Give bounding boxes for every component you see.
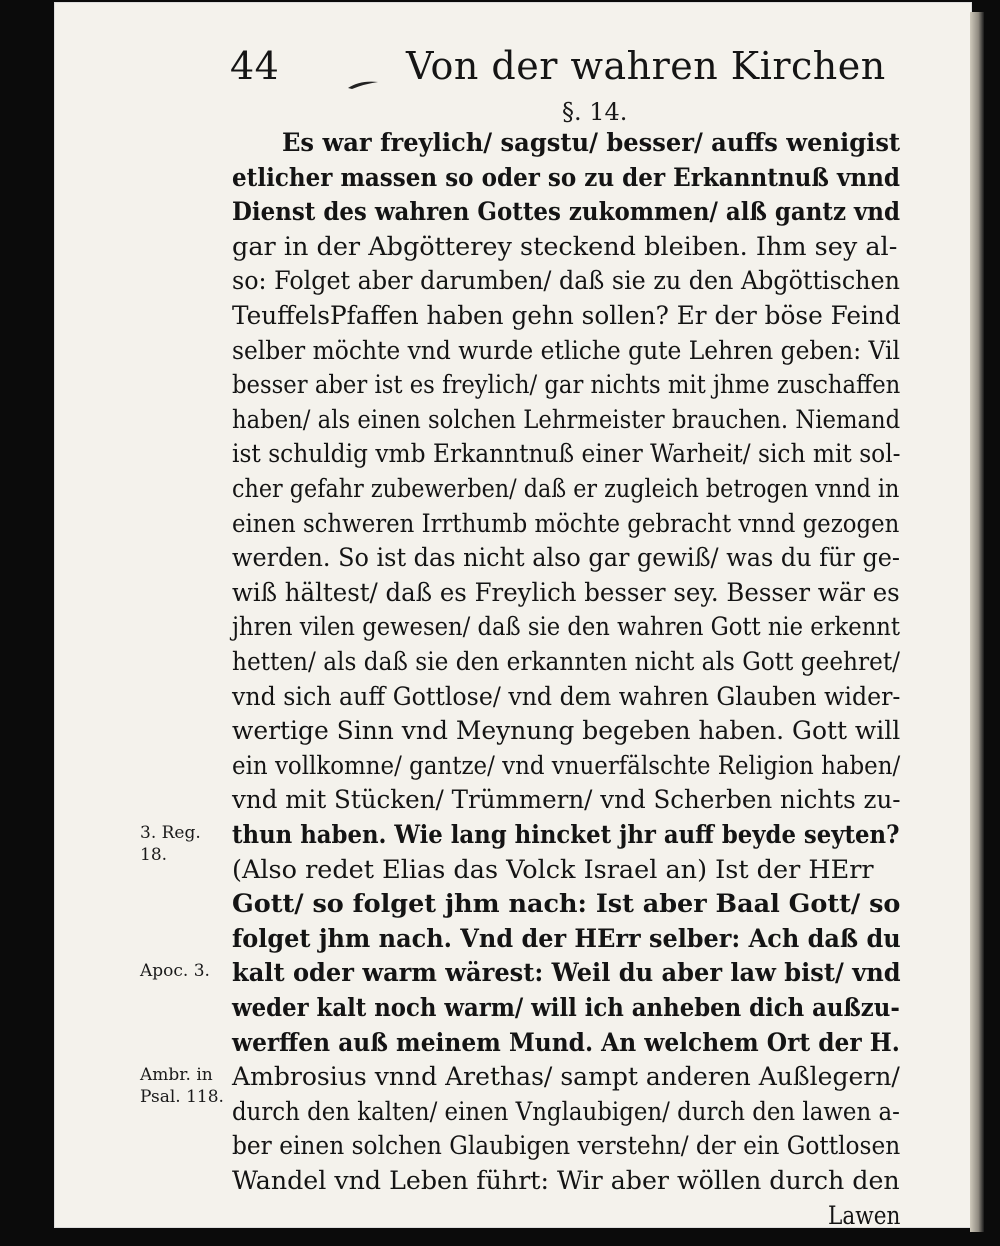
text-line: werden. So ist das nicht also gar gewiß/ was du für ge- (232, 543, 901, 574)
running-title: Von der wahren Kirchen (406, 44, 886, 88)
text-line: Gott/ so folget jhm nach: Ist aber Baal Gott/ so (232, 889, 901, 920)
text-line: cher gefahr zubewerben/ daß er zugleich betrogen vnnd in (232, 474, 900, 504)
page-header (230, 44, 930, 104)
text-line: selber möchte vnd wurde etliche gute Lehren geben: Vil (232, 335, 900, 366)
text-line: etlicher massen so oder so zu der Erkanntnuß vnnd (232, 162, 901, 193)
text-line: TeuffelsPfaffen haben gehn sollen? Er der böse Feind (232, 301, 901, 331)
marginal-note: 3. Reg. 18. (140, 823, 201, 865)
text-line: werffen auß meinem Mund. An welchem Ort der H. (232, 1027, 900, 1058)
text-line: hetten/ als daß sie den erkannten nicht als Gott geehret/ (232, 647, 900, 677)
text-line: ber einen solchen Glaubigen verstehn/ der ein Gottlosen (232, 1131, 901, 1162)
text-line: thun haben. Wie lang hincket jhr auff beyde seyten? (232, 820, 900, 850)
marginal-note: Apoc. 3. (140, 961, 210, 982)
text-line: Dienst des wahren Gottes zukommen/ alß gantz vnd (232, 197, 901, 228)
text-line: wertige Sinn vnd Meynung begeben haben. Gott will (232, 716, 901, 747)
text-line: gar in der Abgötterey steckend bleiben. Ihm sey al- (232, 231, 898, 262)
page-number: 44 (230, 44, 280, 88)
text-line: kalt oder warm wärest: Weil du aber law bist/ vnd (232, 958, 901, 989)
text-line: Wandel vnd Leben führt: Wir aber wöllen durch den (232, 1166, 900, 1196)
page-edge (970, 12, 984, 1232)
text-line: Lawen (828, 1200, 901, 1231)
text-line: wiß hältest/ daß es Freylich besser sey. Besser wär es (232, 577, 900, 608)
text-line: einen schweren Irrthumb möchte gebracht vnnd gezogen (232, 508, 900, 539)
text-line: so: Folget aber darumben/ daß sie zu den Abgöttischen (232, 266, 900, 297)
text-line: Es war freylich/ sagstu/ besser/ auffs wenigist (282, 128, 901, 158)
text-line: haben/ als einen solchen Lehrmeister brauchen. Niemand (232, 404, 901, 435)
ornament-mark-icon (346, 78, 380, 90)
text-line: ist schuldig vmb Erkanntnuß einer Warheit/ sich mit sol- (232, 439, 901, 470)
text-line: (Also redet Elias das Volck Israel an) Ist der HErr (232, 854, 874, 885)
marginal-note: Ambr. in Psal. 118. (140, 1065, 224, 1108)
section-mark: §. 14. (562, 98, 628, 126)
text-line: ein vollkomne/ gantze/ vnd vnuerfälschte Religion haben/ (232, 750, 901, 781)
text-line: vnd sich auff Gottlose/ vnd dem wahren Glauben wider- (232, 681, 901, 712)
text-line: folget jhm nach. Vnd der HErr selber: Ach daß du (232, 923, 901, 954)
text-line: besser aber ist es freylich/ gar nichts mit jhme zuschaffen (232, 370, 901, 401)
text-line: durch den kalten/ einen Vnglaubigen/ durch den lawen a- (232, 1096, 900, 1127)
text-line: Ambrosius vnnd Arethas/ sampt anderen Außlegern/ (232, 1062, 900, 1093)
text-line: vnd mit Stücken/ Trümmern/ vnd Scherben nichts zu- (232, 785, 901, 816)
text-line: weder kalt noch warm/ will ich anheben dich außzu- (232, 993, 900, 1023)
text-line: jhren vilen gewesen/ daß sie den wahren Gott nie erkennt (232, 612, 901, 643)
